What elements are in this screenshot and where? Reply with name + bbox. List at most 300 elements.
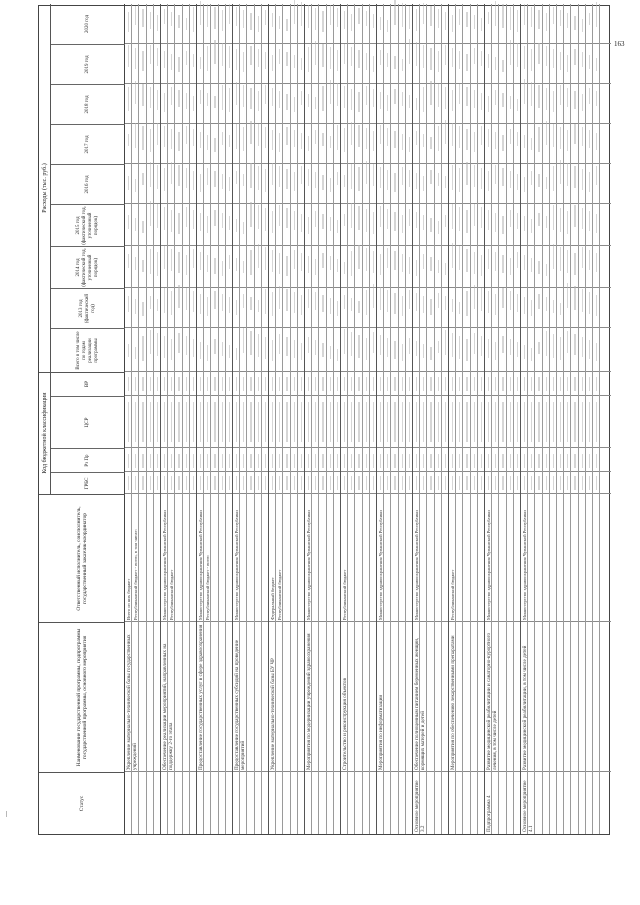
illegible-figure — [301, 166, 302, 184]
illegible-code — [409, 377, 410, 391]
illegible-code — [178, 402, 179, 442]
illegible-figure — [495, 57, 496, 70]
illegible-code — [402, 402, 403, 442]
illegible-figure — [330, 346, 331, 359]
illegible-figure — [344, 262, 345, 274]
illegible-figure — [344, 86, 345, 108]
illegible-figure — [178, 252, 179, 273]
illegible-figure — [394, 251, 395, 270]
illegible-code — [243, 454, 244, 468]
illegible-figure — [481, 93, 482, 110]
illegible-figure — [452, 299, 453, 312]
illegible-code — [452, 476, 453, 490]
illegible-figure — [272, 88, 273, 106]
illegible-code — [459, 454, 460, 468]
illegible-figure — [294, 172, 295, 191]
illegible-figure — [423, 344, 424, 358]
illegible-code — [567, 454, 568, 468]
illegible-figure — [394, 131, 395, 148]
illegible-figure — [524, 255, 525, 270]
illegible-figure — [517, 252, 518, 268]
block-status: Основное мероприятие 3.2 — [414, 780, 427, 832]
illegible-figure — [308, 94, 309, 107]
illegible-figure — [438, 84, 439, 107]
illegible-figure — [502, 216, 503, 234]
illegible-figure — [546, 46, 547, 66]
illegible-code — [445, 377, 446, 391]
illegible-figure — [200, 90, 201, 104]
illegible-figure — [193, 54, 194, 67]
illegible-figure — [452, 243, 453, 268]
illegible-figure — [243, 294, 244, 308]
illegible-code — [553, 476, 554, 490]
illegible-figure — [322, 214, 323, 229]
illegible-figure — [387, 128, 388, 146]
illegible-figure — [538, 261, 539, 274]
illegible-code — [164, 377, 165, 391]
illegible-code — [538, 454, 539, 468]
header-responsible: Ответственный исполнитель, соисполнитель, государственный заказчик-координатор — [39, 494, 125, 622]
illegible-figure — [538, 127, 539, 152]
illegible-figure — [322, 11, 323, 32]
illegible-code — [200, 402, 201, 442]
illegible-figure — [402, 59, 403, 71]
illegible-figure — [250, 297, 251, 310]
illegible-figure — [416, 212, 417, 228]
illegible-figure — [582, 247, 583, 268]
illegible-code — [574, 402, 575, 442]
illegible-figure — [265, 10, 266, 25]
table-body — [125, 4, 611, 834]
block-responsible: Республиканский бюджет — [169, 569, 175, 620]
illegible-figure — [272, 163, 273, 185]
illegible-figure — [178, 285, 179, 308]
illegible-figure — [438, 9, 439, 28]
illegible-figure — [402, 215, 403, 233]
illegible-code — [445, 402, 446, 442]
illegible-figure — [142, 302, 143, 316]
illegible-code — [243, 476, 244, 490]
illegible-figure — [286, 127, 287, 145]
illegible-code — [438, 476, 439, 490]
illegible-code — [229, 476, 230, 490]
illegible-figure — [214, 171, 215, 187]
illegible-figure — [430, 347, 431, 360]
illegible-code — [330, 454, 331, 468]
illegible-code — [322, 454, 323, 468]
illegible-code — [330, 402, 331, 442]
illegible-code — [150, 454, 151, 468]
illegible-figure — [423, 3, 424, 24]
illegible-figure — [157, 15, 158, 31]
illegible-code — [524, 402, 525, 442]
illegible-figure — [438, 341, 439, 353]
table-row — [593, 4, 600, 834]
illegible-figure — [488, 54, 489, 68]
illegible-figure — [171, 339, 172, 360]
illegible-code — [582, 454, 583, 468]
illegible-code — [222, 377, 223, 391]
illegible-figure — [236, 7, 237, 26]
illegible-figure — [229, 177, 230, 191]
illegible-code — [330, 476, 331, 490]
illegible-code — [207, 476, 208, 490]
illegible-figure — [128, 254, 129, 268]
illegible-code — [186, 377, 187, 391]
budget-table — [38, 5, 610, 835]
illegible-figure — [200, 57, 201, 69]
illegible-figure — [250, 121, 251, 144]
illegible-code — [409, 476, 410, 490]
block-name: Строительство и реконструкция объектов — [342, 678, 348, 770]
illegible-figure — [286, 208, 287, 228]
illegible-figure — [517, 99, 518, 111]
illegible-figure — [596, 133, 597, 150]
illegible-figure — [589, 340, 590, 359]
illegible-figure — [358, 301, 359, 313]
illegible-figure — [315, 292, 316, 310]
illegible-figure — [546, 216, 547, 228]
illegible-code — [567, 377, 568, 391]
illegible-figure — [150, 330, 151, 354]
cost-col-2014: 2014 год (фактический год, уточненный порядок) — [51, 246, 125, 288]
illegible-figure — [380, 167, 381, 188]
illegible-figure — [567, 283, 568, 308]
illegible-code — [308, 454, 309, 468]
illegible-figure — [243, 127, 244, 151]
illegible-code — [229, 454, 230, 468]
block-responsible: Республиканский бюджет — [342, 569, 347, 620]
illegible-figure — [409, 338, 410, 354]
illegible-figure — [553, 124, 554, 147]
illegible-figure — [258, 124, 259, 146]
illegible-code — [430, 377, 431, 391]
illegible-figure — [171, 210, 172, 232]
illegible-code — [157, 454, 158, 468]
illegible-figure — [445, 296, 446, 310]
illegible-code — [380, 454, 381, 468]
illegible-code — [164, 476, 165, 490]
illegible-figure — [589, 13, 590, 25]
illegible-figure — [474, 165, 475, 187]
illegible-figure — [423, 134, 424, 147]
illegible-code — [294, 476, 295, 490]
illegible-code — [531, 476, 532, 490]
illegible-figure — [272, 250, 273, 272]
illegible-code — [207, 402, 208, 442]
illegible-figure — [546, 88, 547, 110]
illegible-figure — [560, 85, 561, 105]
illegible-figure — [574, 334, 575, 355]
illegible-figure — [502, 288, 503, 308]
illegible-figure — [394, 173, 395, 192]
illegible-figure — [186, 51, 187, 65]
illegible-code — [416, 454, 417, 468]
illegible-code — [322, 377, 323, 391]
illegible-code — [315, 476, 316, 490]
illegible-code — [538, 402, 539, 442]
illegible-figure — [150, 129, 151, 152]
illegible-figure — [128, 87, 129, 111]
illegible-figure — [553, 205, 554, 230]
illegible-figure — [330, 217, 331, 231]
illegible-figure — [596, 343, 597, 361]
illegible-figure — [128, 296, 129, 312]
illegible-code — [423, 377, 424, 391]
illegible-code — [229, 402, 230, 442]
illegible-code — [380, 377, 381, 391]
illegible-figure — [582, 208, 583, 229]
illegible-figure — [344, 44, 345, 64]
illegible-code — [366, 454, 367, 468]
illegible-figure — [502, 255, 503, 273]
illegible-code — [589, 377, 590, 391]
illegible-figure — [423, 215, 424, 230]
illegible-figure — [589, 130, 590, 148]
illegible-code — [582, 377, 583, 391]
illegible-code — [517, 476, 518, 490]
kbk-col-vr: ВР — [85, 380, 90, 388]
illegible-code — [157, 377, 158, 391]
illegible-code — [380, 402, 381, 442]
illegible-figure — [207, 297, 208, 316]
illegible-code — [301, 402, 302, 442]
illegible-figure — [510, 7, 511, 30]
illegible-figure — [171, 54, 172, 70]
illegible-code — [308, 476, 309, 490]
illegible-code — [128, 402, 129, 442]
illegible-figure — [488, 129, 489, 147]
illegible-figure — [308, 256, 309, 273]
illegible-code — [488, 377, 489, 391]
illegible-figure — [466, 129, 467, 150]
costs-group-label: Расходы (тыс. руб.) — [39, 4, 51, 372]
illegible-figure — [409, 137, 410, 152]
illegible-code — [337, 476, 338, 490]
illegible-figure — [538, 174, 539, 187]
illegible-code — [438, 454, 439, 468]
illegible-figure — [135, 257, 136, 270]
illegible-figure — [243, 261, 244, 273]
illegible-figure — [250, 250, 251, 275]
illegible-figure — [387, 95, 388, 111]
illegible-figure — [567, 88, 568, 107]
illegible-code — [474, 377, 475, 391]
illegible-figure — [373, 164, 374, 186]
illegible-code — [279, 402, 280, 442]
illegible-figure — [409, 290, 410, 309]
illegible-figure — [596, 166, 597, 185]
illegible-figure — [351, 332, 352, 356]
illegible-figure — [308, 5, 309, 28]
illegible-figure — [373, 332, 374, 353]
illegible-figure — [553, 49, 554, 68]
illegible-figure — [582, 94, 583, 111]
illegible-figure — [265, 127, 266, 148]
illegible-figure — [200, 174, 201, 192]
illegible-code — [459, 476, 460, 490]
illegible-code — [150, 377, 151, 391]
illegible-code — [546, 454, 547, 468]
illegible-figure — [200, 213, 201, 231]
illegible-figure — [582, 127, 583, 146]
illegible-figure — [495, 1, 496, 26]
illegible-code — [531, 377, 532, 391]
kbk-col-grbs: ГРБС — [51, 472, 125, 494]
illegible-code — [459, 402, 460, 442]
illegible-figure — [229, 255, 230, 269]
illegible-figure — [315, 130, 316, 144]
illegible-figure — [258, 49, 259, 67]
illegible-figure — [128, 344, 129, 357]
illegible-code — [495, 377, 496, 391]
illegible-code — [553, 454, 554, 468]
illegible-figure — [366, 248, 367, 271]
illegible-figure — [589, 250, 590, 270]
illegible-figure — [560, 303, 561, 315]
kbk-group-label: Код бюджетной классификации — [39, 372, 51, 494]
table-row — [579, 4, 586, 834]
illegible-code — [337, 402, 338, 442]
illegible-figure — [574, 286, 575, 310]
illegible-code — [193, 402, 194, 442]
illegible-code — [560, 476, 561, 490]
illegible-figure — [258, 205, 259, 229]
illegible-figure — [164, 168, 165, 191]
illegible-figure — [574, 16, 575, 30]
illegible-figure — [315, 259, 316, 275]
illegible-figure — [423, 45, 424, 68]
illegible-figure — [178, 57, 179, 72]
illegible-figure — [337, 83, 338, 106]
illegible-figure — [452, 165, 453, 190]
illegible-figure — [193, 291, 194, 312]
illegible-figure — [416, 9, 417, 31]
illegible-code — [207, 377, 208, 391]
illegible-code — [524, 377, 525, 391]
illegible-code — [596, 402, 597, 442]
illegible-figure — [373, 14, 374, 28]
illegible-figure — [171, 87, 172, 105]
illegible-figure — [344, 175, 345, 187]
illegible-code — [495, 402, 496, 442]
illegible-code — [236, 476, 237, 490]
illegible-code — [416, 476, 417, 490]
illegible-figure — [164, 51, 165, 68]
block-responsible: Министерство здравоохранения Чувашской Республики — [378, 510, 383, 620]
illegible-code — [214, 476, 215, 490]
illegible-code — [517, 377, 518, 391]
illegible-code — [265, 454, 266, 468]
illegible-code — [387, 377, 388, 391]
illegible-figure — [510, 258, 511, 275]
illegible-code — [546, 377, 547, 391]
illegible-code — [344, 402, 345, 442]
illegible-code — [178, 454, 179, 468]
illegible-figure — [358, 125, 359, 147]
illegible-figure — [171, 129, 172, 149]
illegible-figure — [531, 138, 532, 150]
illegible-code — [358, 377, 359, 391]
illegible-figure — [301, 133, 302, 149]
illegible-figure — [193, 171, 194, 190]
illegible-code — [236, 377, 237, 391]
illegible-figure — [452, 15, 453, 32]
illegible-code — [142, 476, 143, 490]
illegible-figure — [265, 289, 266, 314]
illegible-figure — [229, 46, 230, 68]
illegible-code — [481, 377, 482, 391]
block-name: Развитие медицинской реабилитации и санаторно-курортного лечения, в том числе детей — [486, 632, 499, 770]
illegible-figure — [322, 253, 323, 268]
illegible-figure — [596, 214, 597, 233]
illegible-figure — [380, 254, 381, 275]
illegible-figure — [574, 49, 575, 65]
illegible-figure — [207, 255, 208, 272]
illegible-figure — [135, 179, 136, 192]
illegible-figure — [531, 82, 532, 106]
illegible-code — [510, 377, 511, 391]
illegible-figure — [387, 209, 388, 229]
illegible-figure — [171, 291, 172, 315]
illegible-figure — [128, 45, 129, 67]
illegible-code — [265, 377, 266, 391]
illegible-figure — [517, 10, 518, 32]
illegible-code — [596, 476, 597, 490]
illegible-figure — [265, 247, 266, 270]
illegible-figure — [481, 288, 482, 311]
illegible-code — [286, 377, 287, 391]
illegible-code — [430, 402, 431, 442]
illegible-figure — [459, 207, 460, 231]
block-responsible: Республиканский бюджет - всего, в том числе: — [133, 529, 139, 620]
illegible-figure — [229, 88, 230, 112]
illegible-code — [322, 402, 323, 442]
illegible-code — [488, 454, 489, 468]
illegible-figure — [128, 176, 129, 190]
table-row — [564, 4, 571, 834]
cost-col-2018: 2018 год — [51, 84, 125, 124]
illegible-figure — [164, 93, 165, 112]
illegible-figure — [322, 44, 323, 67]
illegible-figure — [171, 249, 172, 271]
illegible-figure — [186, 336, 187, 355]
illegible-figure — [510, 40, 511, 65]
illegible-figure — [553, 166, 554, 191]
illegible-figure — [193, 210, 194, 229]
illegible-figure — [445, 120, 446, 144]
illegible-code — [366, 402, 367, 442]
illegible-figure — [394, 89, 395, 104]
illegible-figure — [286, 19, 287, 31]
illegible-code — [394, 377, 395, 391]
illegible-figure — [423, 176, 424, 191]
illegible-figure — [387, 338, 388, 357]
illegible-figure — [582, 337, 583, 357]
illegible-figure — [207, 216, 208, 233]
illegible-figure — [488, 291, 489, 313]
illegible-code — [445, 476, 446, 490]
illegible-figure — [272, 211, 273, 233]
illegible-figure — [186, 126, 187, 144]
illegible-code — [315, 454, 316, 468]
illegible-code — [301, 454, 302, 468]
illegible-figure — [567, 211, 568, 234]
illegible-code — [358, 402, 359, 442]
header-costs-group — [39, 4, 125, 372]
illegible-figure — [193, 129, 194, 146]
illegible-code — [409, 402, 410, 442]
